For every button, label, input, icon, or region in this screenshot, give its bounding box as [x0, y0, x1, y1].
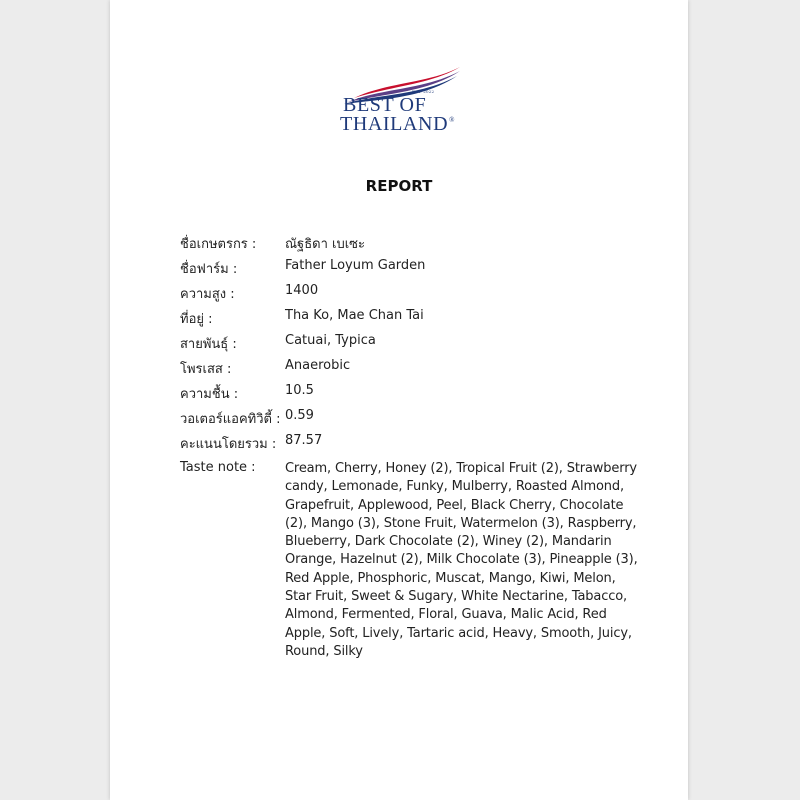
- field-value: 10.5: [285, 383, 314, 398]
- field-label: วอเตอร์แอคทิวิตี้ :: [180, 412, 281, 427]
- field-value: Anaerobic: [285, 358, 351, 373]
- field-value: ณัฐธิดา เบเซะ: [285, 237, 365, 252]
- field-value: Father Loyum Garden: [285, 258, 426, 273]
- registered-mark: ®: [449, 116, 456, 124]
- logo-line-2: [340, 113, 455, 136]
- best-of-thailand-logo: [332, 64, 482, 154]
- field-value: Catuai, Typica: [285, 333, 376, 348]
- field-value: 1400: [285, 283, 319, 298]
- field-label: ที่อยู่ :: [180, 312, 213, 327]
- report-page: [110, 0, 688, 800]
- field-value: 0.59: [285, 408, 314, 423]
- logo-established-text: EST. 2022: [412, 89, 435, 94]
- logo-line-1-text: BEST OF: [343, 94, 427, 116]
- field-label: ความชื้น :: [180, 387, 239, 402]
- field-value: Tha Ko, Mae Chan Tai: [285, 308, 424, 323]
- logo-line-2-text: THAILAND: [340, 113, 449, 135]
- field-value: 87.57: [285, 433, 323, 448]
- field-label: ชื่อฟาร์ม :: [180, 262, 238, 277]
- field-label: ชื่อเกษตรกร :: [180, 237, 257, 252]
- taste-note-label: Taste note :: [180, 460, 256, 475]
- field-label: สายพันธุ์ :: [180, 337, 237, 352]
- field-label: โพรเสส :: [180, 362, 232, 377]
- taste-note-value: Cream, Cherry, Honey (2), Tropical Fruit (2), Strawberry candy, Lemonade, Funky, Mulberry, Roasted Almond, Grapefruit, Applewood, Peel, Black Cherry, Chocolate (2), Mango (3), Stone Fruit, Watermelon (3), Raspberry, Blueberry, Dark Chocolate (2), Winey (2), Mandarin Orange, Hazelnut (2), Milk Chocolate (3), Pineapple (3), Red Apple, Phosphoric, Muscat, Mango, Kiwi, Melon, Star Fruit, Sweet & Sugary, White Nectarine, Tabacco, Almond, Fermented, Floral, Guava, Malic Acid, Red Apple, Soft, Lively, Tartaric acid, Heavy, Smooth, Juicy, Round, Silky: [285, 461, 638, 659]
- field-label: ความสูง :: [180, 287, 235, 302]
- report-title: REPORT: [365, 177, 433, 195]
- field-label: คะแนนโดยรวม :: [180, 437, 277, 452]
